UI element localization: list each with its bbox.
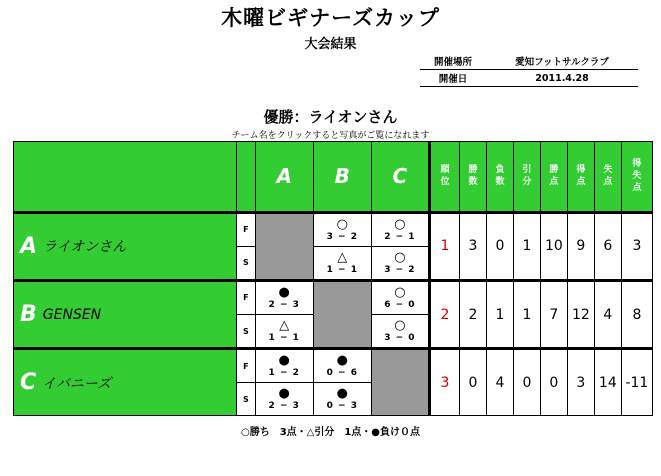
stat-head-goals-for: 得 点 bbox=[567, 142, 594, 213]
stat-goal-diff: -11 bbox=[621, 349, 652, 416]
result-mark: ● bbox=[336, 386, 348, 402]
result-score: 6 − 0 bbox=[384, 299, 416, 310]
result-mark: ● bbox=[278, 353, 290, 369]
stat-goals-for: 9 bbox=[567, 212, 594, 280]
stat-goals-for: 3 bbox=[567, 349, 594, 416]
stat-head-losses: 負 数 bbox=[486, 142, 513, 213]
result-mark: ● bbox=[278, 284, 290, 300]
team-letter: C bbox=[20, 370, 37, 396]
stat-goals-against: 4 bbox=[594, 280, 621, 348]
result-score: 1 − 1 bbox=[268, 333, 300, 344]
result-mark: ○ bbox=[394, 318, 406, 334]
column-head-b: B bbox=[313, 142, 371, 213]
date-label: 開催日 bbox=[420, 70, 486, 87]
stat-points: 10 bbox=[540, 212, 567, 280]
table-row bbox=[14, 212, 653, 246]
team-name-link[interactable]: ライオンさん bbox=[43, 239, 127, 256]
stat-wins: 0 bbox=[460, 349, 487, 416]
header-team-cell bbox=[14, 142, 237, 213]
event-info bbox=[420, 53, 638, 87]
stat-head-goals-against: 失 点 bbox=[594, 142, 621, 213]
second-half-result bbox=[371, 246, 429, 280]
stat-head-wins: 勝 数 bbox=[460, 142, 487, 213]
result-score: 3 − 2 bbox=[384, 264, 416, 275]
team-name-link[interactable]: GENSEN bbox=[42, 306, 102, 323]
self-match-cell bbox=[371, 349, 429, 416]
stat-points: 0 bbox=[540, 349, 567, 416]
stat-losses: 1 bbox=[486, 280, 513, 348]
stat-rank: 3 bbox=[429, 349, 459, 416]
table-row bbox=[14, 349, 653, 383]
result-score: 1 − 2 bbox=[268, 368, 300, 379]
team-cell[interactable] bbox=[14, 212, 237, 280]
result-mark: ○ bbox=[394, 216, 406, 232]
second-half-result bbox=[313, 246, 371, 280]
team-letter: B bbox=[20, 302, 37, 328]
table-header-row bbox=[14, 142, 653, 213]
result-score: 2 − 3 bbox=[268, 401, 300, 412]
stat-goals-for: 12 bbox=[567, 280, 594, 348]
stat-wins: 3 bbox=[460, 212, 487, 280]
second-half-label: S bbox=[237, 383, 256, 416]
first-half-result bbox=[313, 212, 371, 246]
photo-note: チーム名をクリックすると写真がご覧になれます bbox=[231, 131, 430, 141]
result-mark: △ bbox=[337, 249, 348, 265]
second-half-result bbox=[255, 383, 313, 416]
header-fs-cell bbox=[237, 142, 256, 213]
result-score: 0 − 6 bbox=[326, 368, 358, 379]
date-value: 2011.4.28 bbox=[486, 70, 638, 87]
self-match-cell bbox=[255, 212, 313, 280]
result-mark: ● bbox=[336, 353, 348, 369]
first-half-result bbox=[313, 349, 371, 383]
first-half-result bbox=[371, 212, 429, 246]
result-mark: ● bbox=[278, 386, 290, 402]
result-score: 1 − 1 bbox=[326, 264, 358, 275]
stat-goal-diff: 8 bbox=[621, 280, 652, 348]
result-score: 0 − 3 bbox=[326, 401, 358, 412]
stat-losses: 4 bbox=[486, 349, 513, 416]
column-head-c: C bbox=[371, 142, 429, 213]
stat-losses: 0 bbox=[486, 212, 513, 280]
first-half-label: F bbox=[237, 212, 256, 246]
stat-head-goal-diff: 得 失 点 bbox=[621, 142, 652, 213]
stat-goal-diff: 3 bbox=[621, 212, 652, 280]
winner-heading: 優勝：ライオンさん bbox=[263, 108, 398, 126]
stat-draws: 1 bbox=[513, 280, 540, 348]
team-cell[interactable] bbox=[14, 280, 237, 348]
stat-rank: 1 bbox=[429, 212, 459, 280]
team-cell[interactable] bbox=[14, 349, 237, 416]
result-mark: △ bbox=[279, 318, 290, 334]
result-score: 2 − 1 bbox=[384, 231, 416, 242]
result-mark: ○ bbox=[394, 284, 406, 300]
team-name-link[interactable]: イバニーズ bbox=[42, 375, 112, 392]
results-table bbox=[13, 141, 653, 416]
first-half-result bbox=[255, 280, 313, 314]
table-row bbox=[14, 280, 653, 314]
second-half-result bbox=[255, 315, 313, 349]
legend: ○勝ち 3点・△引分 1点・●負け０点 bbox=[240, 427, 421, 438]
stat-head-rank: 順 位 bbox=[429, 142, 459, 213]
stat-draws: 0 bbox=[513, 349, 540, 416]
stat-draws: 1 bbox=[513, 212, 540, 280]
stat-rank: 2 bbox=[429, 280, 459, 348]
result-score: 3 − 2 bbox=[326, 231, 358, 242]
result-score: 3 − 0 bbox=[384, 333, 416, 344]
second-half-result bbox=[371, 315, 429, 349]
first-half-result bbox=[255, 349, 313, 383]
stat-wins: 2 bbox=[460, 280, 487, 348]
team-letter: A bbox=[20, 233, 38, 259]
result-mark: ○ bbox=[336, 216, 348, 232]
stat-goals-against: 14 bbox=[594, 349, 621, 416]
self-match-cell bbox=[313, 280, 371, 348]
page-subtitle: 大会結果 bbox=[304, 37, 357, 52]
stat-head-draws: 引 分 bbox=[513, 142, 540, 213]
second-half-result bbox=[313, 383, 371, 416]
stat-head-points: 勝 点 bbox=[540, 142, 567, 213]
first-half-result bbox=[371, 280, 429, 314]
stat-goals-against: 6 bbox=[594, 212, 621, 280]
page-title: 木曜ビギナーズカップ bbox=[221, 6, 440, 30]
first-half-label: F bbox=[237, 349, 256, 383]
first-half-label: F bbox=[237, 280, 256, 314]
column-head-a: A bbox=[255, 142, 313, 213]
second-half-label: S bbox=[237, 246, 256, 280]
result-score: 2 − 3 bbox=[268, 299, 300, 310]
second-half-label: S bbox=[237, 315, 256, 349]
result-mark: ○ bbox=[394, 249, 406, 265]
venue-value: 愛知フットサルクラブ bbox=[486, 53, 638, 70]
stat-points: 7 bbox=[540, 280, 567, 348]
venue-label: 開催場所 bbox=[420, 53, 486, 70]
